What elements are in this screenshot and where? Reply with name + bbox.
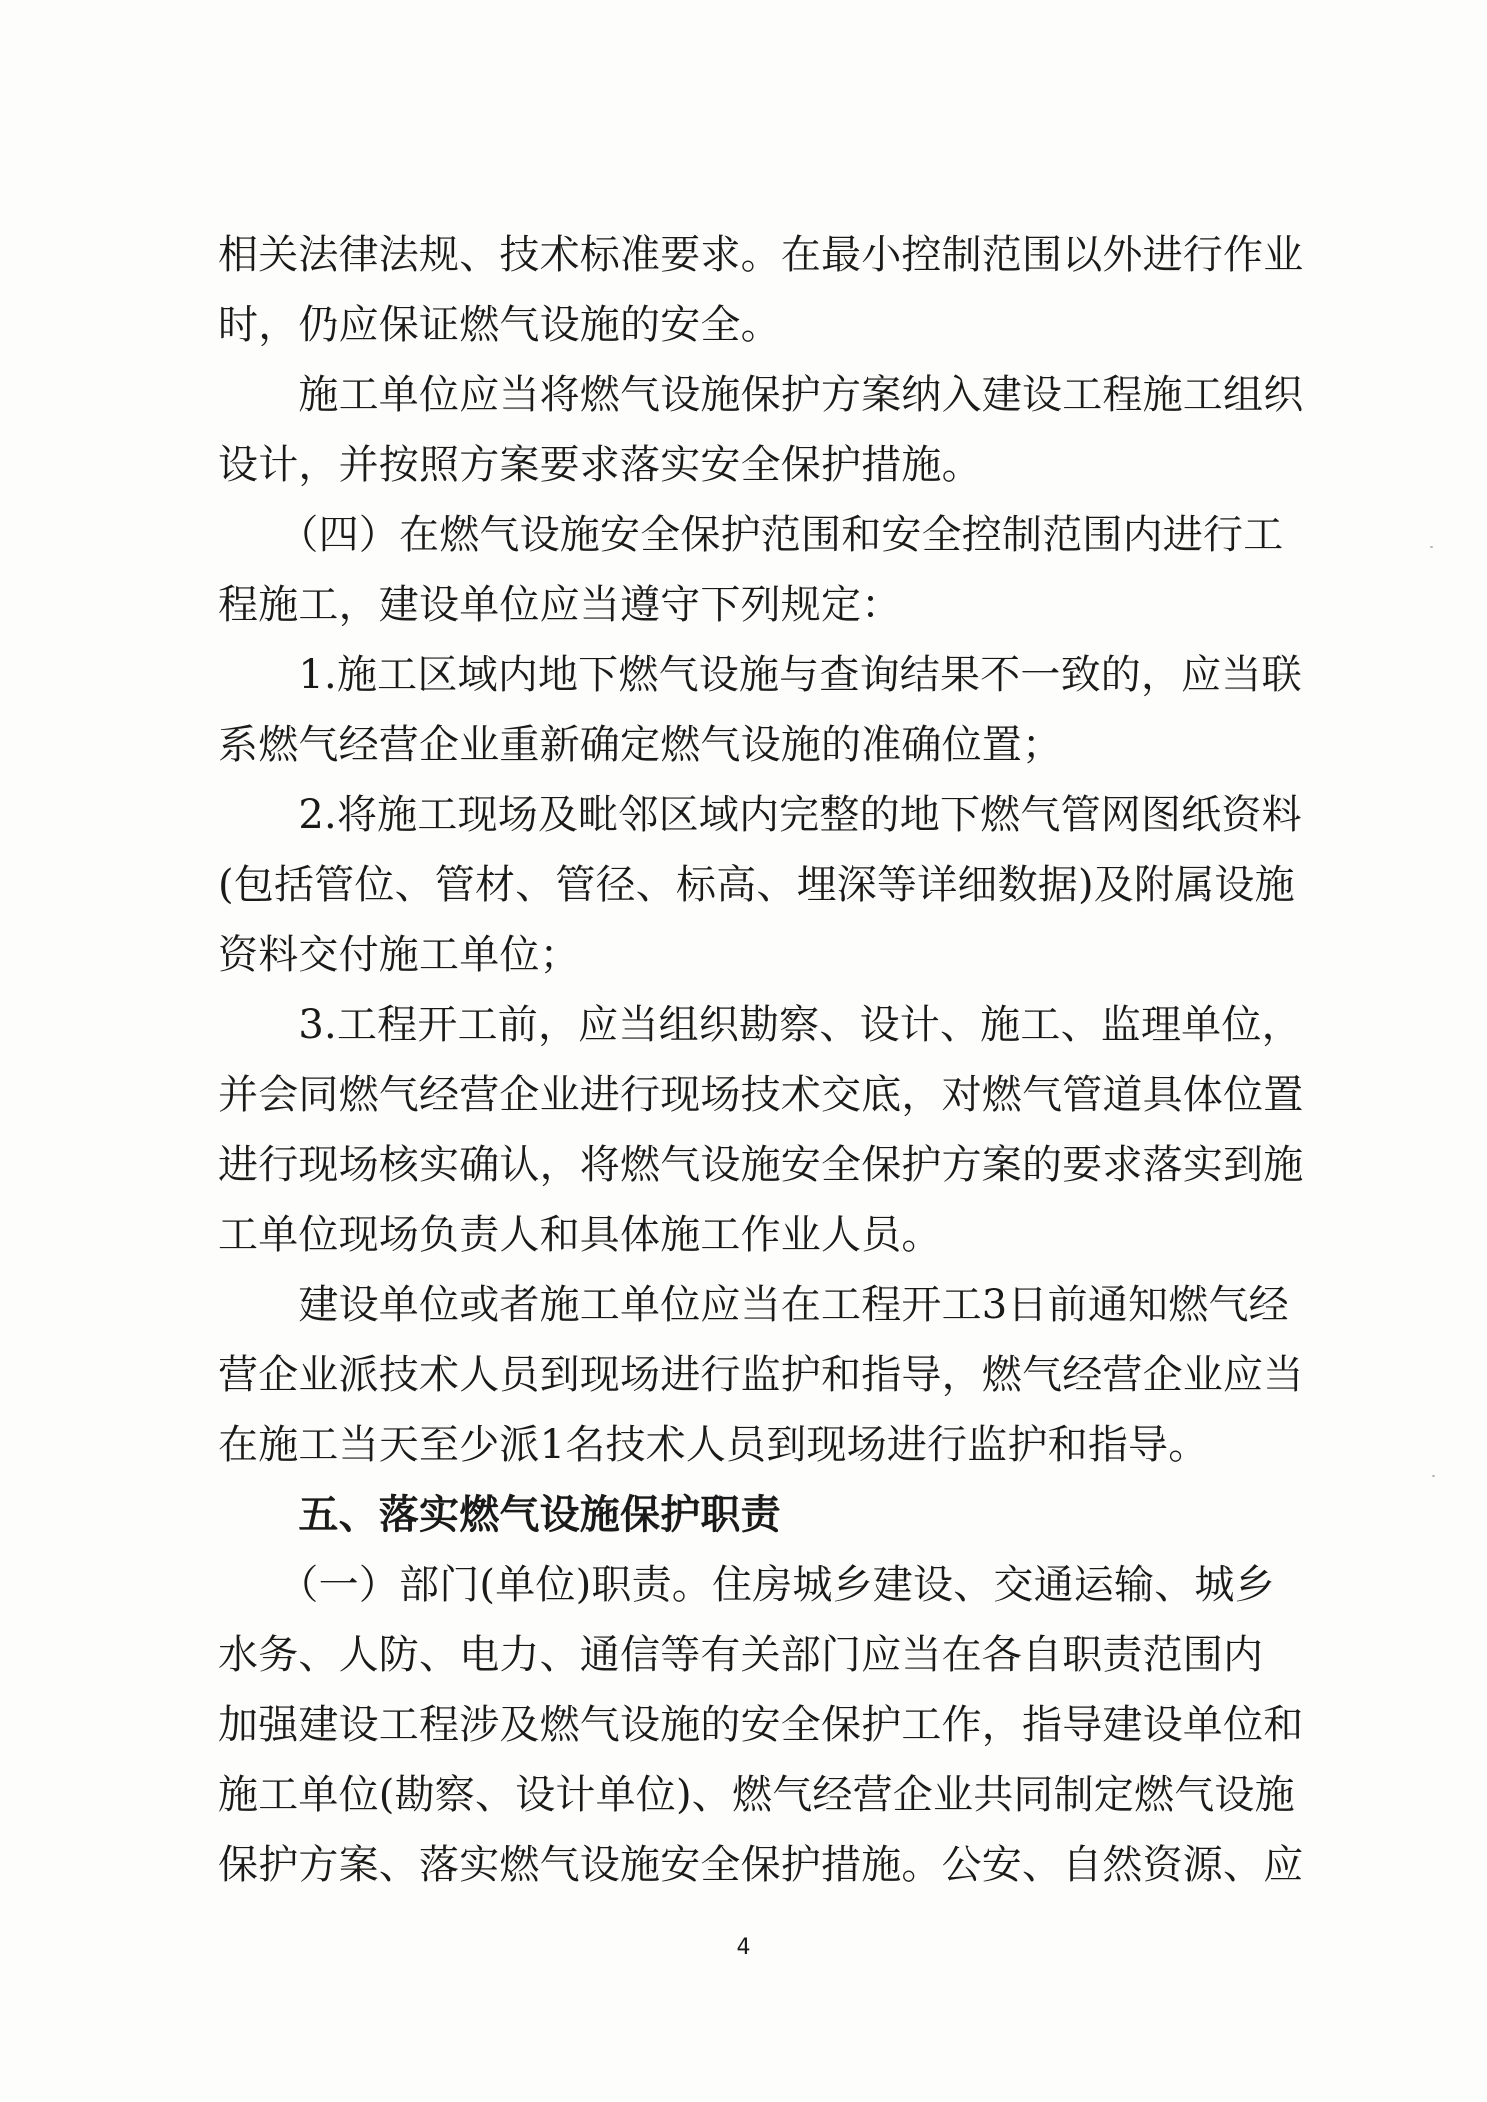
- text-line: 在施工当天至少派1名技术人员到现场进行监护和指导。: [218, 1422, 1209, 1468]
- text-line: 并会同燃气经营企业进行现场技术交底，对燃气管道具体位置: [218, 1072, 1304, 1118]
- text-line: 设计，并按照方案要求落实安全保护措施。: [218, 442, 982, 488]
- text-line: 时，仍应保证燃气设施的安全。: [218, 302, 781, 348]
- page-number: 4: [736, 1935, 751, 1960]
- text-line: 施工单位应当将燃气设施保护方案纳入建设工程施工组织: [218, 372, 1304, 418]
- text-line: 施工单位(勘察、设计单位)、燃气经营企业共同制定燃气设施: [218, 1772, 1295, 1818]
- text-line: 1.施工区域内地下燃气设施与查询结果不一致的，应当联: [218, 652, 1302, 698]
- text-line: 水务、人防、电力、通信等有关部门应当在各自职责范围内: [218, 1632, 1264, 1678]
- text-line: 工单位现场负责人和具体施工作业人员。: [218, 1212, 942, 1258]
- text-line: （一）部门(单位)职责。住房城乡建设、交通运输、城乡: [218, 1562, 1275, 1608]
- text-line: 相关法律法规、技术标准要求。在最小控制范围以外进行作业: [218, 232, 1304, 278]
- section-heading: 五、落实燃气设施保护职责: [218, 1492, 781, 1538]
- text-line: 系燃气经营企业重新确定燃气设施的准确位置；: [218, 722, 1063, 768]
- scan-speck: [1430, 546, 1433, 548]
- text-line: 加强建设工程涉及燃气设施的安全保护工作，指导建设单位和: [218, 1702, 1304, 1748]
- text-line: 资料交付施工单位；: [218, 932, 580, 978]
- text-line: 保护方案、落实燃气设施安全保护措施。公安、自然资源、应: [218, 1842, 1304, 1888]
- text-line: 建设单位或者施工单位应当在工程开工3日前通知燃气经: [218, 1282, 1289, 1328]
- text-line: 营企业派技术人员到现场进行监护和指导，燃气经营企业应当: [218, 1352, 1304, 1398]
- text-line: 进行现场核实确认，将燃气设施安全保护方案的要求落实到施: [218, 1142, 1304, 1188]
- text-line: 2.将施工现场及毗邻区域内完整的地下燃气管网图纸资料: [218, 792, 1302, 838]
- text-line: 程施工，建设单位应当遵守下列规定：: [218, 582, 902, 628]
- scan-speck: [1432, 1475, 1435, 1477]
- text-line: 3.工程开工前，应当组织勘察、设计、施工、监理单位，: [218, 1002, 1302, 1048]
- text-line: （四）在燃气设施安全保护范围和安全控制范围内进行工: [218, 512, 1284, 558]
- text-line: (包括管位、管材、管径、标高、埋深等详细数据)及附属设施: [218, 862, 1295, 908]
